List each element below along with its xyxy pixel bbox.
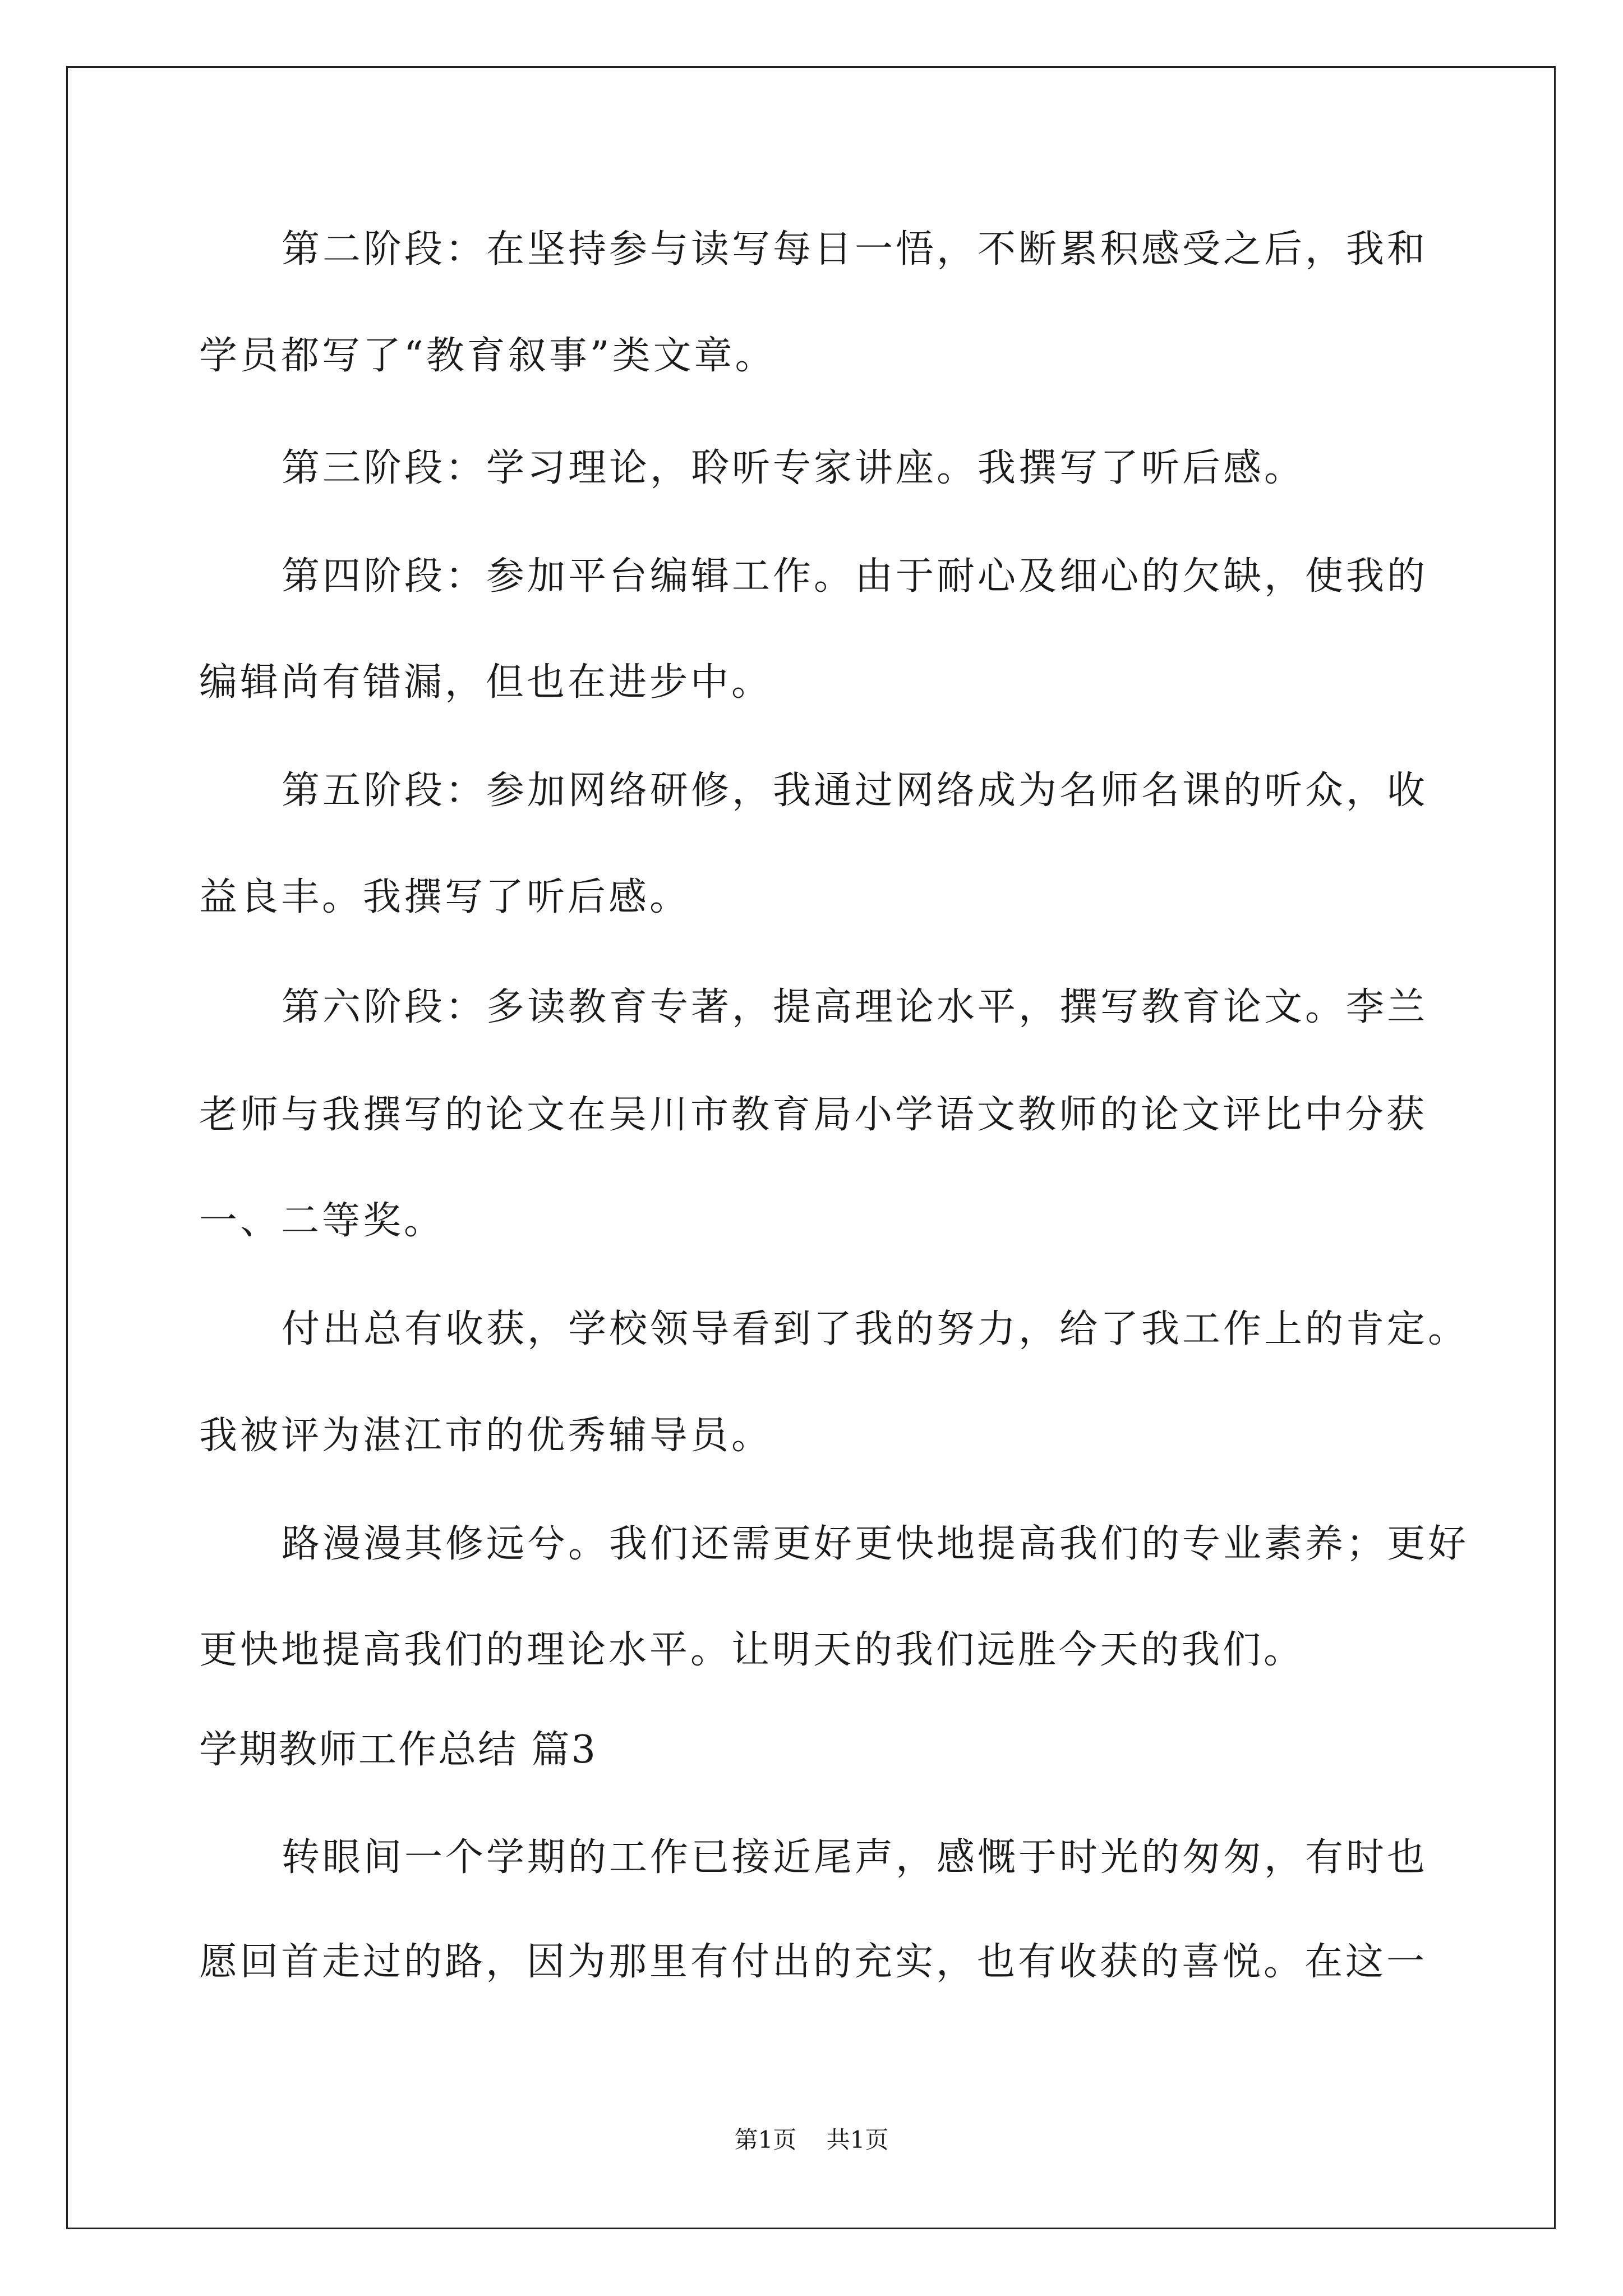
section-heading: 学期教师工作总结 篇3 bbox=[199, 1728, 597, 1772]
page-border bbox=[66, 66, 1556, 2229]
paragraph-line: 一、二等奖。 bbox=[199, 1199, 445, 1243]
paragraph-line: 学员都写了“教育叙事”类文章。 bbox=[199, 334, 776, 378]
paragraph-line: 路漫漫其修远兮。我们还需更好更快地提高我们的专业素养；更好 bbox=[282, 1522, 1469, 1566]
paragraph-line: 我被评为湛江市的优秀辅导员。 bbox=[199, 1414, 773, 1458]
paragraph-line: 更快地提高我们的理论水平。让明天的我们远胜今天的我们。 bbox=[199, 1628, 1305, 1672]
paragraph-line: 第三阶段：学习理论，聆听专家讲座。我撰写了听后感。 bbox=[282, 446, 1306, 490]
paragraph-line: 第六阶段：多读教育专著，提高理论水平，撰写教育论文。李兰 bbox=[282, 985, 1428, 1029]
paragraph-line: 益良丰。我撰写了听后感。 bbox=[199, 875, 691, 919]
page-footer: 第1页 共1页 bbox=[734, 2126, 889, 2154]
paragraph-line: 编辑尚有错漏，但也在进步中。 bbox=[199, 660, 773, 705]
paragraph-line: 付出总有收获，学校领导看到了我的努力，给了我工作上的肯定。 bbox=[282, 1307, 1469, 1351]
paragraph-line: 第五阶段：参加网络研修，我通过网络成为名师名课的听众，收 bbox=[282, 769, 1428, 813]
paragraph-line: 转眼间一个学期的工作已接近尾声，感慨于时光的匆匆，有时也 bbox=[282, 1835, 1428, 1880]
paragraph-line: 老师与我撰写的论文在吴川市教育局小学语文教师的论文评比中分获 bbox=[199, 1093, 1428, 1137]
paragraph-line: 第二阶段：在坚持参与读写每日一悟，不断累积感受之后，我和 bbox=[282, 227, 1428, 272]
paragraph-line: 愿回首走过的路，因为那里有付出的充实，也有收获的喜悦。在这一 bbox=[199, 1940, 1428, 1984]
paragraph-line: 第四阶段：参加平台编辑工作。由于耐心及细心的欠缺，使我的 bbox=[282, 554, 1428, 599]
